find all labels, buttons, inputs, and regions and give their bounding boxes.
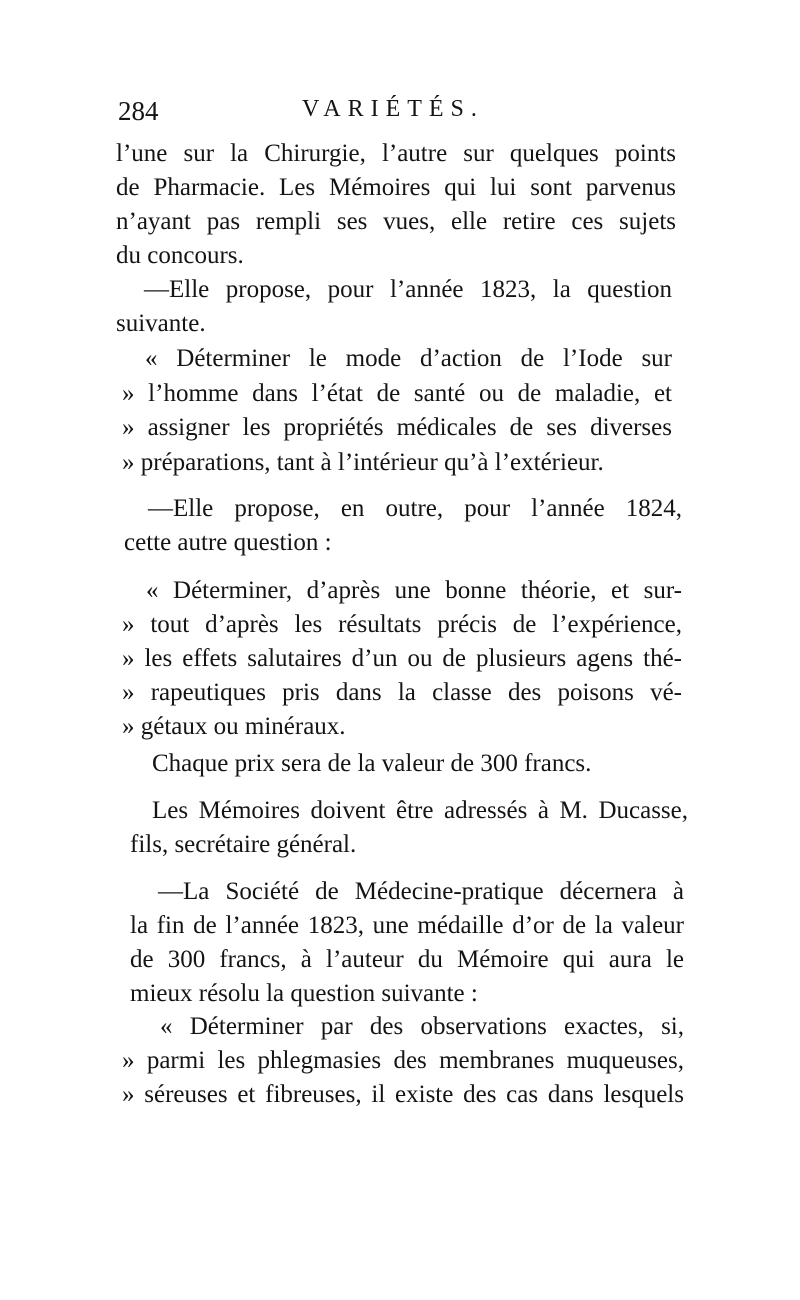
running-head: VARIÉTÉS. — [302, 96, 484, 122]
text-line: —Elle propose, en outre, pour l’année 1824, — [148, 495, 682, 522]
text-line: Les Mémoires doivent être adressés à M. Ducasse, — [152, 797, 688, 824]
text-line: Chaque prix sera de la valeur de 300 francs. — [152, 750, 592, 777]
text-line: « Déterminer, d’après une bonne théorie, et sur- — [146, 577, 682, 604]
text-line: cette autre question : — [124, 529, 332, 556]
text-line: » tout d’après les résultats précis de l’expérience, — [122, 611, 682, 638]
text-line: » les effets salutaires d’un ou de plusieurs agens thé- — [122, 645, 682, 672]
text-line: » l’homme dans l’état de santé ou de maladie, et — [122, 380, 672, 407]
text-line: » gétaux ou minéraux. — [122, 713, 346, 740]
text-line: n’ayant pas rempli ses vues, elle retire ces sujets — [116, 208, 676, 235]
text-line: de Pharmacie. Les Mémoires qui lui sont parvenus — [116, 174, 676, 201]
text-line: » préparations, tant à l’intérieur qu’à l’extérieur. — [122, 449, 604, 476]
text-line: suivante. — [116, 310, 206, 337]
text-line: » parmi les phlegmasies des membranes muqueuses, — [122, 1047, 684, 1074]
text-line: du concours. — [116, 242, 244, 269]
text-line: mieux résolu la question suivante : — [130, 980, 478, 1007]
text-line: de 300 francs, à l’auteur du Mémoire qui aura le — [130, 946, 684, 973]
text-line: » séreuses et fibreuses, il existe des cas dans lesquels — [122, 1081, 684, 1108]
text-line: la fin de l’année 1823, une médaille d’or de la valeur — [130, 912, 684, 939]
page-header — [112, 92, 692, 132]
text-line: « Déterminer le mode d’action de l’Iode sur — [145, 345, 672, 372]
text-line: » rapeutiques pris dans la classe des poisons vé- — [122, 679, 682, 706]
text-line: —La Société de Médecine-pratique décernera à — [158, 878, 684, 905]
page-number: 284 — [118, 96, 159, 126]
text-line: » assigner les propriétés médicales de ses diverses — [122, 414, 672, 441]
text-line: —Elle propose, pour l’année 1823, la question — [144, 276, 672, 303]
text-line: « Déterminer par des observations exactes, si, — [160, 1013, 684, 1040]
text-line: l’une sur la Chirurgie, l’autre sur quelques points — [116, 140, 676, 167]
text-line: fils, secrétaire général. — [130, 831, 357, 858]
